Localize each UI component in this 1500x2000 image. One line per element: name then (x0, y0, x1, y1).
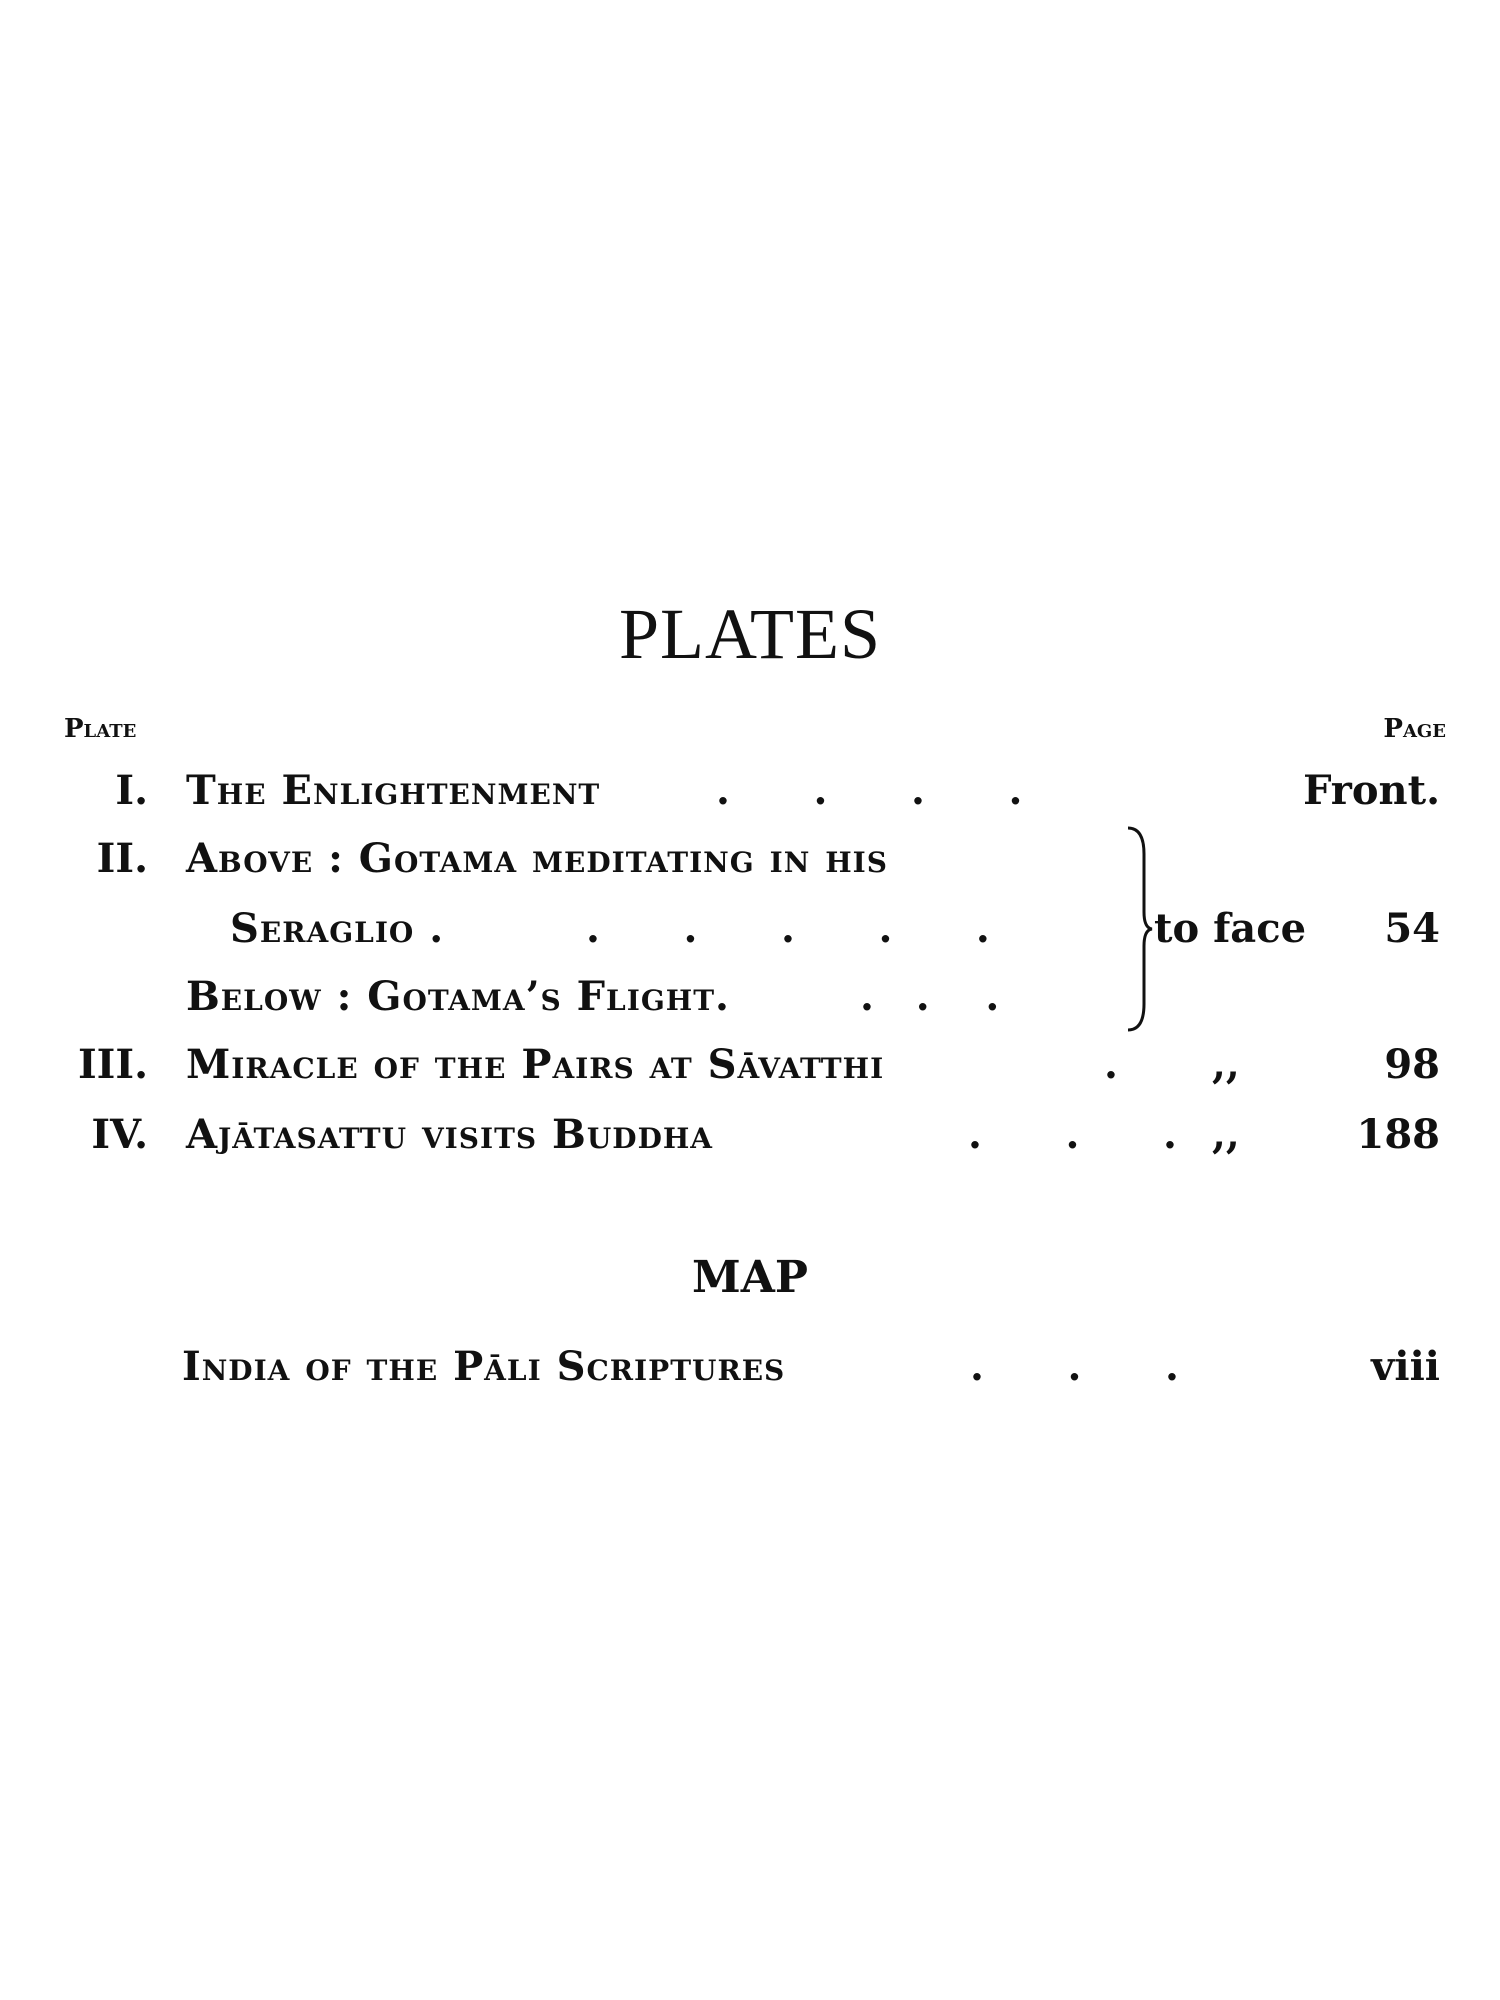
page-title: PLATES (618, 594, 882, 674)
map-heading: MAP (692, 1252, 808, 1303)
plate-number: IV. (91, 1111, 148, 1158)
to-face-note: to face (1154, 905, 1307, 952)
map-title: India of the Pāli Scriptures (182, 1343, 786, 1390)
plate-page: 54 (1384, 905, 1440, 952)
ditto-mark: ,, (1212, 1111, 1240, 1158)
plate-title-continued: Seraglio . (230, 905, 445, 952)
plate-title: Miracle of the Pairs at Sāvatthi (186, 1041, 885, 1088)
plate-title: Ajātasattu visits Buddha (186, 1111, 714, 1158)
plate-entry-iii (0, 1040, 1500, 1090)
ditto-mark: ,, (1212, 1041, 1240, 1088)
plate-title-below: Below : Gotama’s Flight. (186, 973, 730, 1020)
plate-number: III. (77, 1041, 148, 1088)
plate-entry-iv (0, 1110, 1500, 1160)
leader-dots: . . . . (716, 767, 1023, 814)
plate-number: I. (115, 767, 148, 814)
map-page: viii (1371, 1343, 1440, 1390)
leader-dots: . . . (860, 973, 1000, 1020)
plate-title: Above : Gotama meditating in his (186, 835, 888, 882)
plate-entry-ii-below (0, 972, 1500, 1022)
plate-entry-ii (0, 834, 1500, 884)
map-entry (0, 1342, 1500, 1392)
leader-dots: . (1104, 1041, 1118, 1088)
page-column-heading: Page (1383, 714, 1446, 744)
plate-entry-ii-continued (0, 904, 1500, 954)
leader-dots: . . . (970, 1343, 1179, 1390)
leader-dots: . . . (968, 1111, 1177, 1158)
leader-dots: . . . . . (586, 905, 990, 952)
plate-column-heading: Plate (64, 714, 137, 744)
plate-entry-i (0, 766, 1500, 816)
plate-page: 188 (1356, 1111, 1440, 1158)
plate-title: The Enlightenment (186, 767, 601, 814)
right-brace (1124, 824, 1154, 1034)
plate-number: II. (96, 835, 148, 882)
plate-page: 98 (1384, 1041, 1440, 1088)
plate-page: Front. (1303, 767, 1440, 814)
